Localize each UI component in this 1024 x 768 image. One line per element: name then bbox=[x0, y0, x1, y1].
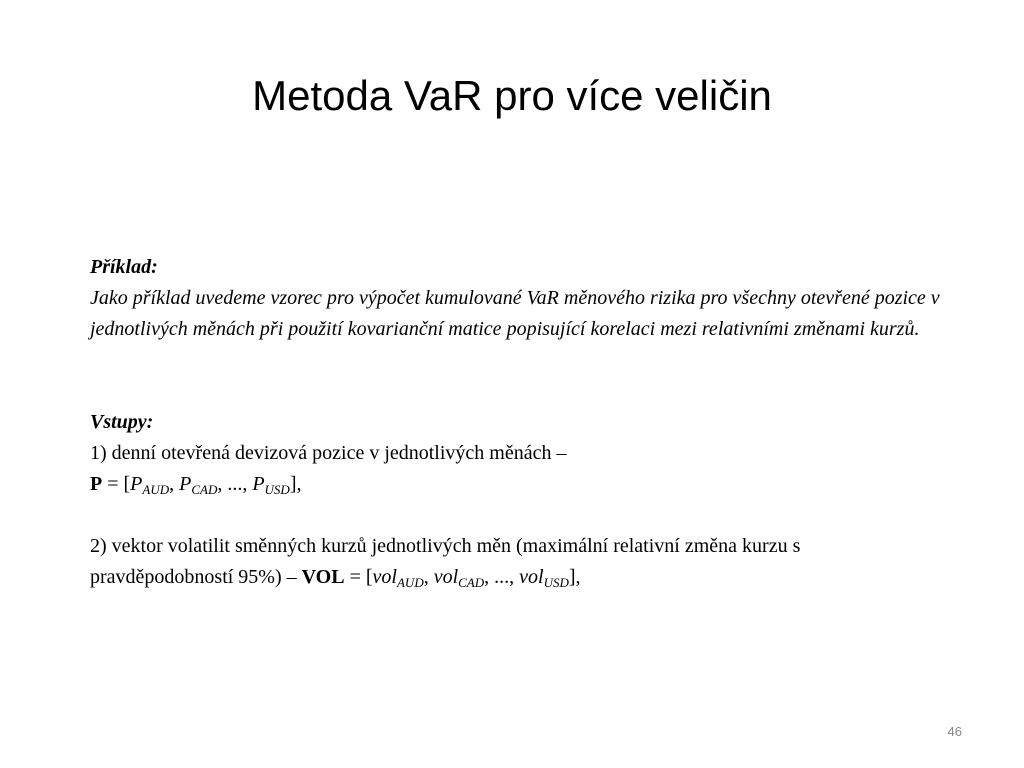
example-text: Jako příklad uvedeme vzorec pro výpočet kumulované VaR měnového rizika pro všechny otevřené pozice v jednotlivých měnách při použití kovarianční matice popisující korelaci mezi relativními změnami kurzů. bbox=[90, 287, 940, 340]
formula-sub-usd: USD bbox=[264, 482, 290, 497]
formula-equals: = [ bbox=[344, 566, 373, 588]
slide-content bbox=[90, 252, 940, 593]
formula-var-usd: vol bbox=[519, 566, 544, 588]
formula-symbol-p: P bbox=[90, 473, 103, 495]
input-item-1-text: 1) denní otevřená devizová pozice v jednotlivých měnách – bbox=[90, 442, 567, 464]
formula-sub-cad: CAD bbox=[191, 482, 218, 497]
input-item-2-text: 2) vektor volatilit směnných kurzů jednotlivých měn (maximální relativní změna kurzu s pravděpodobností 95%) – bbox=[90, 535, 801, 588]
formula-separator: , bbox=[169, 473, 180, 495]
formula-sub-usd: USD bbox=[543, 575, 569, 590]
formula-var-cad: vol bbox=[433, 566, 459, 588]
formula-var-aud: P bbox=[130, 473, 143, 495]
formula-separator: , bbox=[423, 566, 434, 588]
formula-symbol-vol: VOL bbox=[301, 566, 345, 588]
formula-sub-cad: CAD bbox=[458, 575, 485, 590]
formula-close: ], bbox=[568, 566, 581, 588]
formula-close: ], bbox=[289, 473, 302, 495]
spacer bbox=[90, 500, 940, 531]
input-item-2 bbox=[90, 531, 940, 593]
example-heading: Příklad: bbox=[90, 256, 158, 278]
inputs-heading: Vstupy: bbox=[90, 411, 154, 433]
page-number: 46 bbox=[947, 724, 962, 739]
formula-sub-aud: AUD bbox=[396, 575, 424, 590]
spacer bbox=[90, 345, 940, 407]
formula-ellipsis: , ..., bbox=[217, 473, 253, 495]
formula-var-usd: P bbox=[252, 473, 265, 495]
formula-sub-aud: AUD bbox=[142, 482, 170, 497]
formula-equals: = [ bbox=[102, 473, 131, 495]
slide-title: Metoda VaR pro více veličin bbox=[252, 72, 772, 119]
formula-var-aud: vol bbox=[372, 566, 397, 588]
formula-ellipsis: , ..., bbox=[484, 566, 520, 588]
formula-var-cad: P bbox=[179, 473, 192, 495]
input-item-1-formula bbox=[90, 469, 940, 500]
